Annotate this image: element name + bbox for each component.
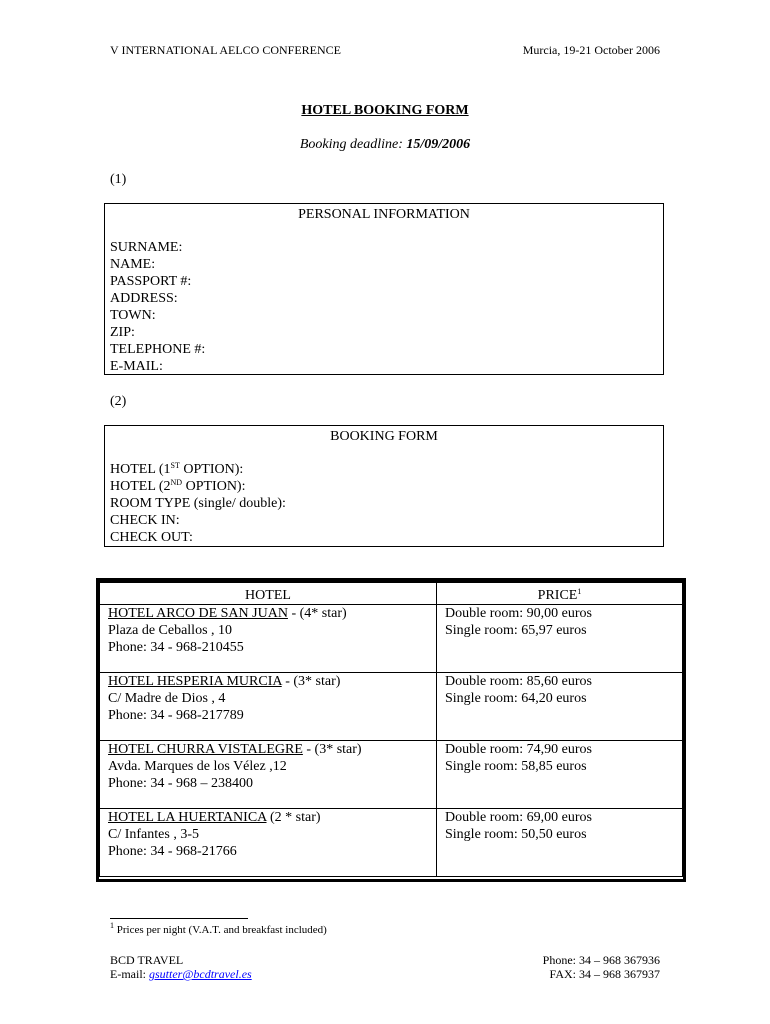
hotel-phone: Phone: 34 - 968-210455 xyxy=(108,640,244,655)
field-telephone[interactable]: TELEPHONE #: xyxy=(110,342,206,357)
hotel-phone: Phone: 34 - 968-217789 xyxy=(108,708,244,723)
hotel-price-table xyxy=(96,578,686,882)
price-cell xyxy=(437,741,683,809)
field-town[interactable]: TOWN: xyxy=(110,308,156,323)
booking-fields xyxy=(105,461,663,546)
field-passport[interactable]: PASSPORT #: xyxy=(110,274,192,289)
conference-header: V INTERNATIONAL AELCO CONFERENCE xyxy=(110,43,341,57)
price-cell xyxy=(437,673,683,741)
price-cell xyxy=(437,809,683,877)
hotel-name: HOTEL ARCO DE SAN JUAN xyxy=(108,606,288,621)
field-zip[interactable]: ZIP: xyxy=(110,325,135,340)
field-hotel-option-1[interactable]: HOTEL (1ST OPTION): xyxy=(110,461,244,477)
hotel-cell: HOTEL HESPERIA MURCIA - (3* star) C/ Madre de Dios , 4 Phone: 34 - 968-217789 xyxy=(100,673,437,741)
hotel-name: HOTEL CHURRA VISTALEGRE xyxy=(108,742,303,757)
footer-phone: Phone: 34 – 968 367936 xyxy=(542,953,660,967)
price-cell xyxy=(437,605,683,673)
hotel-address: C/ Madre de Dios , 4 xyxy=(108,691,226,706)
table-row xyxy=(100,809,683,877)
hotel-name: HOTEL LA HUERTANICA xyxy=(108,810,267,825)
hotel-address: Plaza de Ceballos , 10 xyxy=(108,623,233,638)
column-header-hotel: HOTEL xyxy=(100,583,437,605)
page-title: HOTEL BOOKING FORM xyxy=(301,103,469,118)
hotel-phone: Phone: 34 - 968-21766 xyxy=(108,844,237,859)
field-surname[interactable]: SURNAME: xyxy=(110,240,183,255)
table-row xyxy=(100,741,683,809)
double-room-price: Double room: 90,00 euros xyxy=(445,606,592,621)
section-2-marker: (2) xyxy=(110,394,127,409)
conference-date: Murcia, 19-21 October 2006 xyxy=(522,43,660,57)
hotel-cell: HOTEL LA HUERTANICA (2 * star) C/ Infantes , 3-5 Phone: 34 - 968-21766 xyxy=(100,809,437,877)
deadline-label: Booking deadline: xyxy=(299,137,403,152)
hotel-address: Avda. Marques de los Vélez ,12 xyxy=(108,759,287,774)
table-row xyxy=(100,605,683,673)
single-room-price: Single room: 64,20 euros xyxy=(445,691,587,706)
footnote-separator xyxy=(110,918,248,919)
hotel-name: HOTEL HESPERIA MURCIA xyxy=(108,674,282,689)
double-room-price: Double room: 69,00 euros xyxy=(445,810,592,825)
field-email[interactable]: E-MAIL: xyxy=(110,359,163,374)
double-room-price: Double room: 85,60 euros xyxy=(445,674,592,689)
field-room-type[interactable]: ROOM TYPE (single/ double): xyxy=(110,496,286,511)
field-name[interactable]: NAME: xyxy=(110,257,156,272)
field-check-in[interactable]: CHECK IN: xyxy=(110,513,180,528)
booking-deadline xyxy=(0,137,770,153)
single-room-price: Single room: 50,50 euros xyxy=(445,827,587,842)
double-room-price: Double room: 74,90 euros xyxy=(445,742,592,757)
field-check-out[interactable]: CHECK OUT: xyxy=(110,530,193,545)
footnote: $^1$ Prices per night (V.A.T. and breakfast included) xyxy=(110,921,327,936)
hotel-cell: HOTEL ARCO DE SAN JUAN - (4* star) Plaza de Ceballos , 10 Phone: 34 - 968-210455 xyxy=(100,605,437,673)
deadline-value: 15/09/2006 xyxy=(406,137,471,152)
column-header-price: PRICE$^1$ xyxy=(437,583,683,605)
footer-company: BCD TRAVEL xyxy=(110,953,184,967)
table-row xyxy=(100,673,683,741)
field-address[interactable]: ADDRESS: xyxy=(110,291,178,306)
hotel-cell: HOTEL CHURRA VISTALEGRE - (3* star) Avda. Marques de los Vélez ,12 Phone: 34 - 968 – 238400 xyxy=(100,741,437,809)
booking-form-box xyxy=(104,425,664,547)
hotel-address: C/ Infantes , 3-5 xyxy=(108,827,199,842)
footer-fax: FAX: 34 – 968 367937 xyxy=(549,967,660,981)
field-hotel-option-2[interactable]: HOTEL (2ND OPTION): xyxy=(110,478,246,494)
footer-email xyxy=(110,967,252,982)
email-label: E-mail: xyxy=(110,967,149,981)
email-link[interactable]: gsutter@bcdtravel.es xyxy=(149,967,252,981)
personal-information-box xyxy=(104,203,664,375)
personal-information-title: PERSONAL INFORMATION xyxy=(298,207,470,222)
single-room-price: Single room: 65,97 euros xyxy=(445,623,587,638)
personal-fields xyxy=(105,239,663,375)
single-room-price: Single room: 58,85 euros xyxy=(445,759,587,774)
booking-form-title: BOOKING FORM xyxy=(330,429,438,444)
section-1-marker: (1) xyxy=(110,172,127,187)
hotel-phone: Phone: 34 - 968 – 238400 xyxy=(108,776,254,791)
